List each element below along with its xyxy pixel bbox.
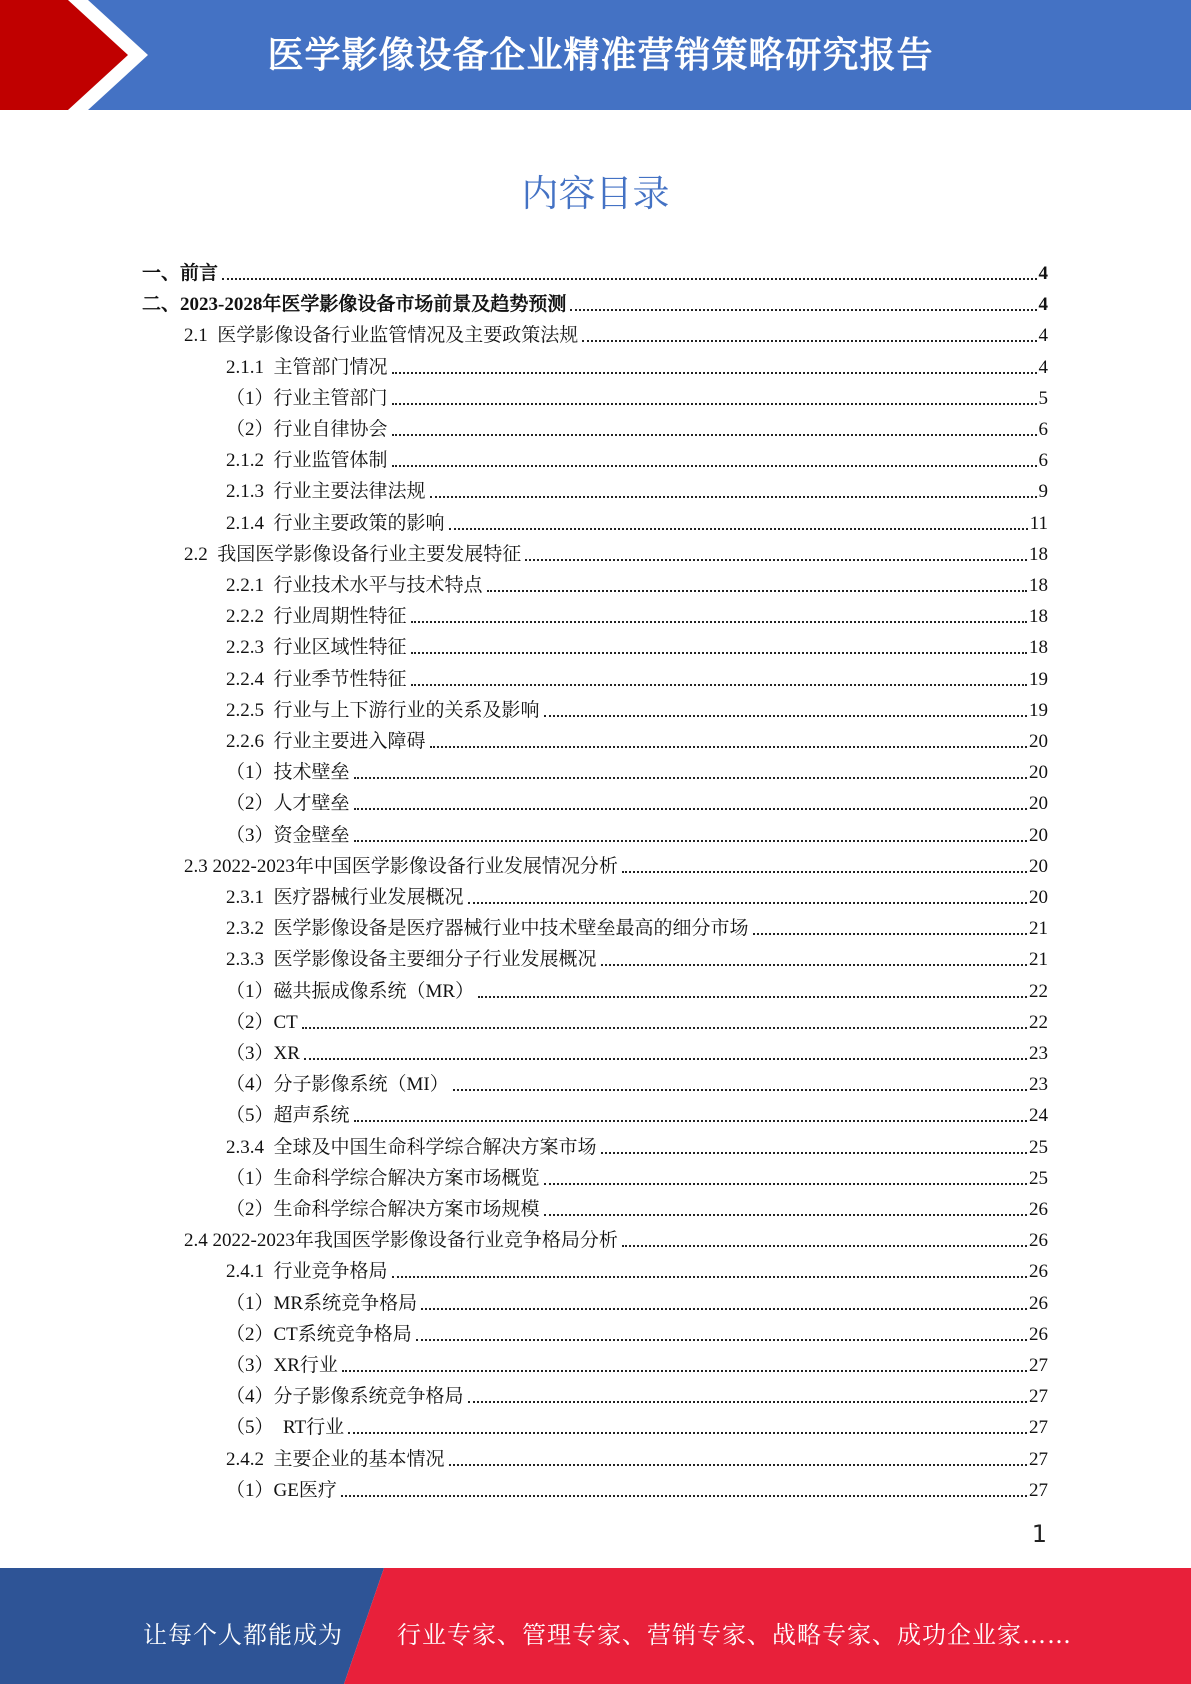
toc-entry-page: 26 <box>1029 1230 1048 1252</box>
toc-entry[interactable] <box>226 1096 1048 1127</box>
toc-entry-label: （1）行业主管部门 <box>226 387 388 409</box>
toc-leader-dots <box>453 1089 1027 1091</box>
toc-leader-dots <box>421 1308 1027 1310</box>
toc-entry-label: 2.2 我国医学影像设备行业主要发展特征 <box>184 543 522 565</box>
toc-entry-label: （5） RT行业 <box>226 1417 345 1439</box>
toc-entry-page: 26 <box>1029 1292 1048 1314</box>
toc-entry-label: 2.2.3 行业区域性特征 <box>226 637 407 659</box>
toc-leader-dots <box>468 902 1027 904</box>
page-number: 1 <box>1031 1520 1047 1548</box>
toc-entry-label: 2.2.5 行业与上下游行业的关系及影响 <box>226 699 540 721</box>
toc-leader-dots <box>392 403 1037 405</box>
toc-heading: 内容目录 <box>521 172 670 215</box>
toc-entry[interactable] <box>142 254 1048 285</box>
toc-leader-dots <box>304 1058 1027 1060</box>
toc-leader-dots <box>622 1245 1027 1247</box>
toc-leader-dots <box>544 1214 1027 1216</box>
toc-entry[interactable] <box>226 753 1048 784</box>
toc-entry[interactable] <box>226 1034 1048 1065</box>
toc-entry-page: 20 <box>1029 855 1048 877</box>
toc-entry-page: 9 <box>1038 481 1048 503</box>
toc-entry[interactable] <box>226 1408 1048 1439</box>
toc-entry[interactable] <box>226 1440 1048 1471</box>
toc-entry-label: 2.3.4 全球及中国生命科学综合解决方案市场 <box>226 1136 597 1158</box>
toc-leader-dots <box>416 1339 1027 1341</box>
toc-entry[interactable] <box>226 1315 1048 1346</box>
toc-entry-page: 22 <box>1029 1011 1048 1033</box>
toc-entry-page: 27 <box>1029 1386 1048 1408</box>
toc-entry[interactable] <box>184 316 1048 347</box>
toc-entry-page: 24 <box>1029 1105 1048 1127</box>
toc-entry-page: 4 <box>1038 325 1048 347</box>
toc-leader-dots <box>544 1183 1027 1185</box>
footer-banner <box>0 1568 1191 1684</box>
toc-entry[interactable] <box>184 847 1048 878</box>
toc-entry-label: 二、2023-2028年医学影像设备市场前景及趋势预测 <box>142 294 567 316</box>
toc-entry-page: 5 <box>1038 387 1048 409</box>
toc-entry-page: 25 <box>1029 1167 1048 1189</box>
toc-entry[interactable] <box>226 691 1048 722</box>
toc-entry-label: 2.1.4 行业主要政策的影响 <box>226 512 445 534</box>
toc-leader-dots <box>342 1370 1027 1372</box>
toc-entry[interactable] <box>226 566 1048 597</box>
toc-leader-dots <box>341 1495 1027 1497</box>
toc-leader-dots <box>392 1276 1027 1278</box>
toc-leader-dots <box>468 1401 1027 1403</box>
toc-leader-dots <box>392 372 1037 374</box>
header-banner <box>0 0 1191 110</box>
toc-leader-dots <box>525 559 1027 561</box>
toc-entry[interactable] <box>226 1346 1048 1377</box>
toc-entry-page: 21 <box>1029 918 1048 940</box>
toc-entry-page: 18 <box>1029 606 1048 628</box>
toc-entry-page: 23 <box>1029 1043 1048 1064</box>
footer-slogan-right: 行业专家、管理专家、营销专家、战略专家、成功企业家…… <box>397 1621 1072 1649</box>
toc-entry-label: 2.1.2 行业监管体制 <box>226 450 388 472</box>
toc-entry-page: 20 <box>1029 762 1048 784</box>
toc-entry-page: 25 <box>1029 1136 1048 1158</box>
toc-entry-page: 26 <box>1029 1261 1048 1283</box>
toc-entry-label: 2.3.2 医学影像设备是医疗器械行业中技术壁垒最高的细分市场 <box>226 918 749 940</box>
toc-entry-label: （2）生命科学综合解决方案市场规模 <box>226 1199 540 1220</box>
toc-entry-page: 18 <box>1029 575 1048 596</box>
toc-leader-dots <box>570 309 1036 311</box>
toc-entry[interactable] <box>184 535 1048 566</box>
toc-entry-label: 2.3.1 医疗器械行业发展概况 <box>226 887 464 908</box>
toc-entry-page: 27 <box>1029 1417 1048 1439</box>
toc-entry-page: 26 <box>1029 1199 1048 1220</box>
toc-entry-label: （2）CT <box>226 1011 298 1033</box>
toc-entry-label: 2.2.2 行业周期性特征 <box>226 606 407 628</box>
toc-entry[interactable] <box>226 504 1048 535</box>
toc-entry[interactable] <box>226 1159 1048 1190</box>
toc-entry-label: 2.3 2022-2023年中国医学影像设备行业发展情况分析 <box>184 855 618 877</box>
toc-entry-label: 2.3.3 医学影像设备主要细分子行业发展概况 <box>226 949 597 971</box>
toc-entry-page: 4 <box>1038 263 1048 284</box>
toc-leader-dots <box>411 652 1027 654</box>
toc-entry-label: （2）CT系统竞争格局 <box>226 1323 412 1345</box>
toc-entry-label: （1）GE医疗 <box>226 1479 337 1501</box>
toc-entry-page: 21 <box>1029 949 1048 971</box>
toc-entry-label: 2.2.4 行业季节性特征 <box>226 668 407 690</box>
toc-leader-dots <box>354 777 1027 779</box>
toc-entry-page: 26 <box>1029 1323 1048 1345</box>
toc-entry-page: 18 <box>1029 543 1048 565</box>
toc-entry-label: （1）生命科学综合解决方案市场概览 <box>226 1167 540 1189</box>
toc-entry-label: 2.4 2022-2023年我国医学影像设备行业竞争格局分析 <box>184 1230 618 1252</box>
toc-entry-page: 23 <box>1029 1074 1048 1096</box>
toc-entry[interactable] <box>226 1377 1048 1408</box>
toc-leader-dots <box>354 1120 1027 1122</box>
toc-entry-page: 20 <box>1029 887 1048 908</box>
toc-leader-dots <box>753 933 1027 935</box>
toc-leader-dots <box>411 621 1027 623</box>
toc-entry[interactable] <box>226 1190 1048 1221</box>
toc-entry-page: 11 <box>1029 512 1048 534</box>
toc-entry-label: （4）分子影像系统竞争格局 <box>226 1386 464 1408</box>
toc-entry-label: 2.1.3 行业主要法律法规 <box>226 481 426 503</box>
toc-entry-label: 2.4.1 行业竞争格局 <box>226 1261 388 1283</box>
toc-entry-page: 20 <box>1029 824 1048 846</box>
toc-entry[interactable] <box>226 784 1048 815</box>
toc-entry[interactable] <box>226 379 1048 410</box>
toc-entry[interactable] <box>226 1003 1048 1034</box>
toc-entry-page: 6 <box>1038 450 1048 472</box>
toc-entry-page: 20 <box>1029 793 1048 815</box>
footer-slogan-left: 让每个人都能成为 <box>143 1621 343 1649</box>
toc-entry[interactable] <box>142 285 1048 316</box>
toc-leader-dots <box>354 808 1027 810</box>
toc-entry[interactable] <box>226 1471 1048 1502</box>
toc-entry[interactable] <box>226 1284 1048 1315</box>
toc-entry-label: （3）资金壁垒 <box>226 824 350 846</box>
toc-leader-dots <box>430 746 1027 748</box>
toc-entry-page: 6 <box>1038 419 1048 440</box>
toc-leader-dots <box>487 590 1027 592</box>
toc-entry-page: 20 <box>1029 731 1048 752</box>
toc-entry-page: 18 <box>1029 637 1048 659</box>
toc-leader-dots <box>449 528 1028 530</box>
toc-leader-dots <box>302 1027 1027 1029</box>
toc-entry[interactable] <box>226 1128 1048 1159</box>
toc-leader-dots <box>601 1152 1027 1154</box>
toc-entry-page: 22 <box>1029 980 1048 1002</box>
toc-entry[interactable] <box>226 722 1048 753</box>
toc-leader-dots <box>348 1432 1027 1434</box>
toc-leader-dots <box>222 278 1036 280</box>
toc-entry-page: 19 <box>1029 668 1048 690</box>
toc-leader-dots <box>354 840 1027 842</box>
toc-entry-label: （1）磁共振成像系统（MR） <box>226 980 475 1002</box>
toc-entry[interactable] <box>226 441 1048 472</box>
toc-entry-label: 2.2.1 行业技术水平与技术特点 <box>226 575 483 596</box>
toc-entry-label: 2.4.2 主要企业的基本情况 <box>226 1448 445 1470</box>
toc-entry-page: 27 <box>1029 1448 1048 1470</box>
toc-entry[interactable] <box>226 348 1048 379</box>
toc-leader-dots <box>392 434 1037 436</box>
toc-entry[interactable] <box>226 816 1048 847</box>
toc-entry[interactable] <box>226 410 1048 441</box>
toc-leader-dots <box>430 496 1037 498</box>
toc-entry[interactable] <box>226 628 1048 659</box>
toc-entry-page: 27 <box>1029 1355 1048 1376</box>
report-title: 医学影像设备企业精准营销策略研究报告 <box>267 35 934 76</box>
toc-entry[interactable] <box>184 1221 1048 1252</box>
toc-leader-dots <box>449 1464 1027 1466</box>
toc-leader-dots <box>582 340 1036 342</box>
toc-entry[interactable] <box>226 878 1048 909</box>
toc-entry[interactable] <box>226 909 1048 940</box>
toc-entry[interactable] <box>226 1252 1048 1283</box>
toc-leader-dots <box>601 964 1027 966</box>
toc-entry-label: （5）超声系统 <box>226 1105 350 1127</box>
toc-entry-label: （1）技术壁垒 <box>226 762 350 784</box>
toc-entry-label: （3）XR <box>226 1043 300 1064</box>
toc-entry[interactable] <box>226 940 1048 971</box>
toc-entry-page: 4 <box>1038 356 1048 378</box>
toc-entry[interactable] <box>226 660 1048 691</box>
toc-entry-label: （3）XR行业 <box>226 1355 338 1376</box>
toc-leader-dots <box>392 465 1037 467</box>
toc-entry-label: 2.2.6 行业主要进入障碍 <box>226 731 426 752</box>
toc-entry-label: （2）行业自律协会 <box>226 419 388 440</box>
toc-entry-label: （2）人才壁垒 <box>226 793 350 815</box>
toc-entry[interactable] <box>226 472 1048 503</box>
toc-entry-label: （1）MR系统竞争格局 <box>226 1292 418 1314</box>
toc-leader-dots <box>544 715 1027 717</box>
toc-leader-dots <box>478 996 1027 998</box>
toc-entry-label: 一、前言 <box>142 263 219 284</box>
toc-leader-dots <box>411 684 1027 686</box>
toc-entry-label: 2.1 医学影像设备行业监管情况及主要政策法规 <box>184 325 579 347</box>
toc-entry-page: 19 <box>1029 699 1048 721</box>
toc-entry-label: （4）分子影像系统（MI） <box>226 1074 449 1096</box>
toc-entry-page: 4 <box>1038 294 1048 316</box>
toc-entry[interactable] <box>226 972 1048 1003</box>
toc-entry[interactable] <box>226 597 1048 628</box>
toc-leader-dots <box>622 871 1027 873</box>
toc-entry[interactable] <box>226 1065 1048 1096</box>
toc-entry-label: 2.1.1 主管部门情况 <box>226 356 388 378</box>
toc-entry-page: 27 <box>1029 1479 1048 1501</box>
